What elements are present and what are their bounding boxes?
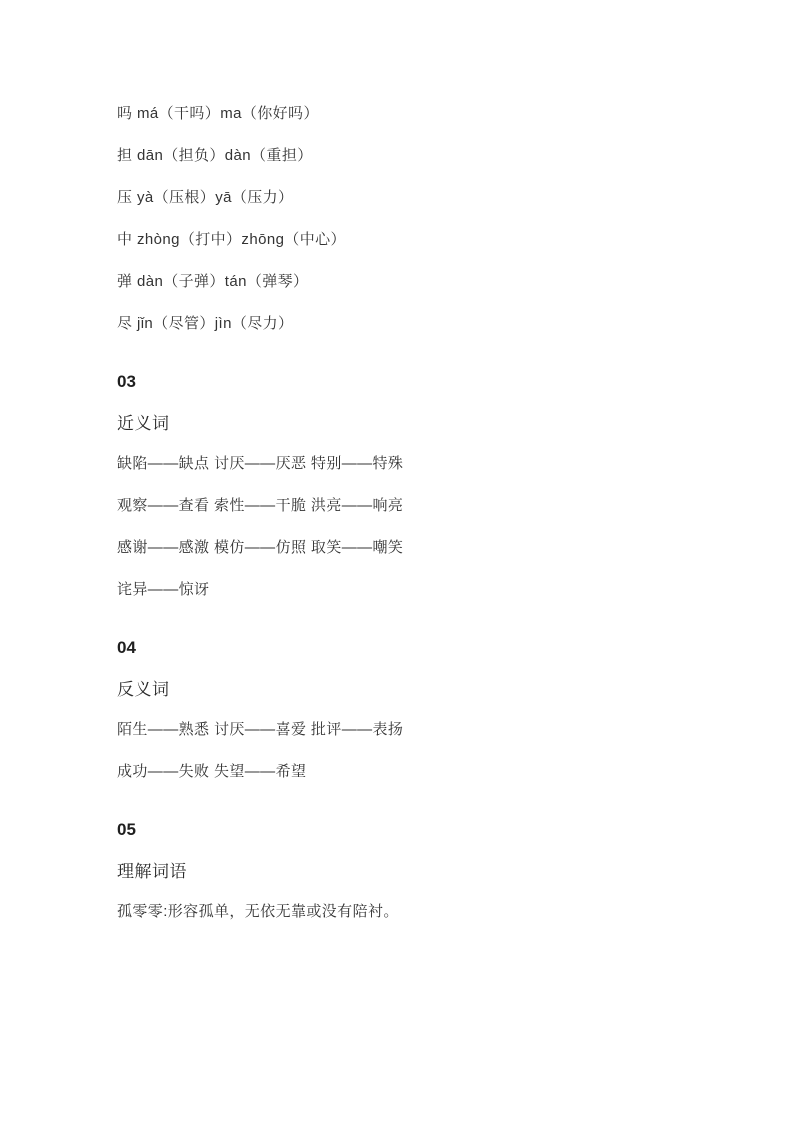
pronunciation-line: 担 dān（担负）dàn（重担） [117,147,313,164]
pronunciation-line: 压 yà（压根）yā（压力） [117,189,294,206]
word-explanation-line: 孤零零:形容孤单，无依无靠或没有陪衬。 [117,903,399,920]
section-number: 03 [117,372,136,391]
pronunciation-line: 弹 dàn（子弹）tán（弹琴） [117,273,309,290]
section-number: 04 [117,638,136,657]
section-title: 近义词 [117,414,170,433]
pronunciation-line: 吗 má（干吗）ma（你好吗） [117,105,319,122]
section-pronunciations [117,106,683,332]
synonym-line: 诧异——惊讶 [117,581,210,598]
antonym-line: 陌生——熟悉 讨厌——喜爱 批评——表扬 [117,721,404,738]
synonym-line: 缺陷——缺点 讨厌——厌恶 特别——特殊 [117,455,404,472]
section-antonyms [117,638,683,780]
section-number: 05 [117,820,136,839]
synonym-line: 观察——查看 索性——干脆 洪亮——响亮 [117,497,404,514]
synonym-line: 感谢——感激 模仿——仿照 取笑——嘲笑 [117,539,404,556]
section-word-explanations [117,820,683,920]
pronunciation-line: 尽 jǐn（尽管）jìn（尽力） [117,315,294,332]
section-synonyms [117,372,683,598]
pronunciation-line: 中 zhòng（打中）zhōng（中心） [117,231,346,248]
section-title: 理解词语 [117,862,187,881]
antonym-line: 成功——失败 失望——希望 [117,763,307,780]
section-title: 反义词 [117,680,170,699]
